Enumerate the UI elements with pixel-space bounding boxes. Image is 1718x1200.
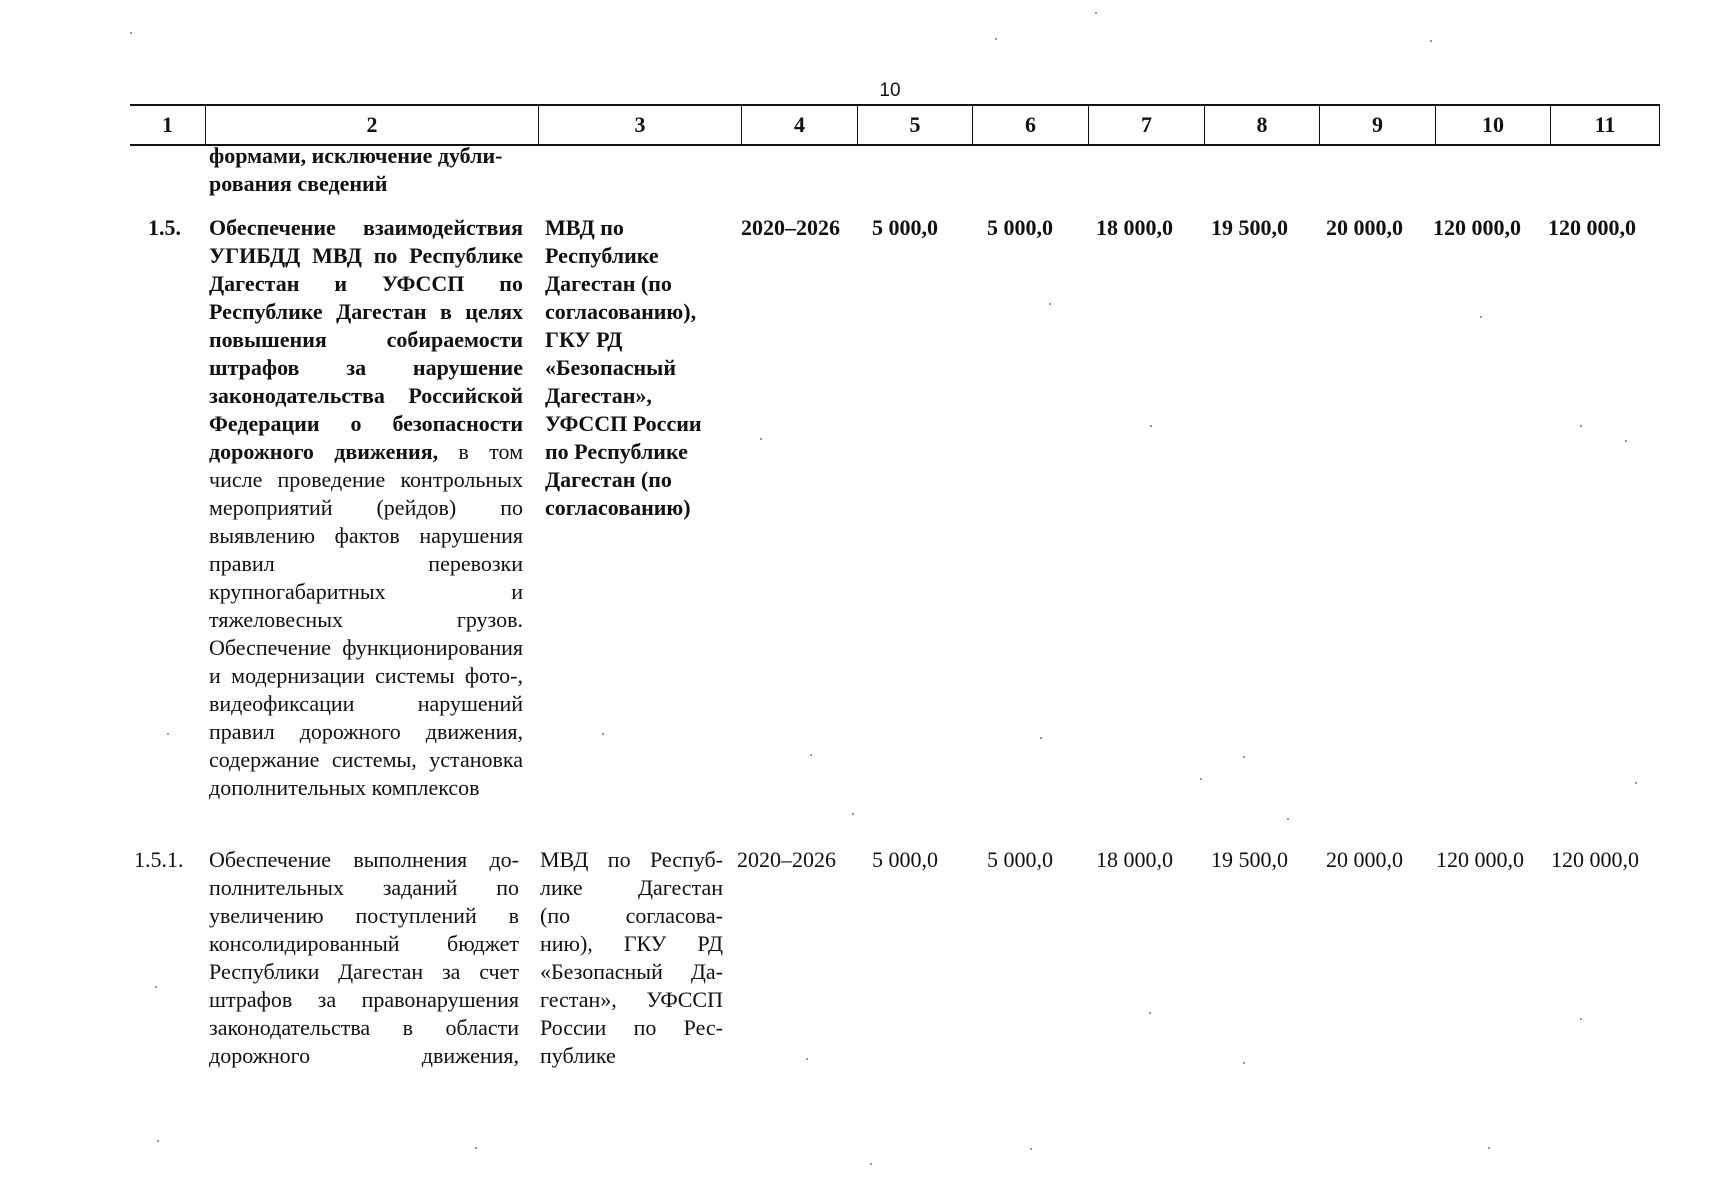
scan-speck	[1243, 1062, 1245, 1064]
column-header-4: 4	[741, 106, 857, 144]
column-header-9: 9	[1319, 106, 1435, 144]
scan-speck	[1625, 440, 1627, 442]
executor-line: «Безопасный Да-	[540, 959, 723, 984]
value-col-9: 20 000,0	[1326, 847, 1403, 872]
scan-speck	[1287, 818, 1289, 820]
row-number: 1.5.1.	[134, 847, 184, 872]
executor-line: лике Дагестан	[540, 875, 723, 900]
executor-line: МВД по Респуб-	[540, 847, 723, 872]
column-header-6: 6	[972, 106, 1088, 144]
scan-speck	[155, 986, 157, 988]
scan-speck	[157, 1140, 159, 1142]
value-col-11: 120 000,0	[1551, 847, 1639, 872]
scan-speck	[1243, 756, 1245, 758]
scan-speck	[760, 438, 762, 440]
scan-speck	[167, 733, 169, 735]
scan-speck	[1580, 1018, 1582, 1020]
scan-speck	[1149, 1012, 1151, 1014]
value-col-9: 20 000,0	[1326, 215, 1403, 240]
value-col-5: 5 000,0	[872, 847, 938, 872]
value-col-6: 5 000,0	[987, 847, 1053, 872]
value-col-5: 5 000,0	[872, 215, 938, 240]
continuation-text	[209, 142, 529, 198]
value-col-8: 19 500,0	[1211, 215, 1288, 240]
description-line: консолидированный бюджет	[209, 931, 519, 956]
executor-line: России по Рес-	[540, 1015, 723, 1040]
scan-speck	[810, 754, 812, 756]
value-col-7: 18 000,0	[1096, 215, 1173, 240]
page-number: 10	[879, 80, 901, 101]
executor-line: нию), ГКУ РД	[540, 931, 723, 956]
executor-line: гестан», УФССП	[540, 987, 723, 1012]
description-bold-part: Обеспечение взаимодействия УГИБДД МВД по Республике Дагестан и УФССП по Республике Дагестан в целях повышения собираемости штрафов за нарушение законодательства Российской Федерации о безопасности дорожного движения,	[209, 215, 523, 464]
scan-speck	[1095, 12, 1097, 14]
scan-speck	[1580, 425, 1582, 427]
row-executor: МВД по Республике Дагестан (по согласованию), ГКУ РД «Безопасный Дагестан», УФССП России по Республике Дагестан (по согласованию)	[545, 215, 702, 520]
executor-line: (по согласова-	[540, 903, 723, 928]
row-period: 2020–2026	[737, 847, 836, 872]
description-line: дорожного движения,	[209, 1043, 519, 1068]
value-col-7: 18 000,0	[1096, 847, 1173, 872]
scan-speck	[130, 32, 132, 34]
scan-speck	[1049, 303, 1051, 305]
scan-speck	[995, 38, 997, 40]
continuation-line: рования сведений	[209, 171, 388, 196]
row-number: 1.5.	[148, 215, 181, 240]
continuation-line: формами, исключение дубли-	[209, 143, 503, 168]
value-col-10: 120 000,0	[1436, 847, 1524, 872]
scan-speck	[870, 1163, 872, 1165]
executor-line: публике	[540, 1043, 616, 1068]
value-col-6: 5 000,0	[987, 215, 1053, 240]
description-line: Обеспечение выполнения до-	[209, 847, 519, 872]
scan-speck	[1040, 737, 1042, 739]
scan-speck	[1480, 316, 1482, 318]
value-col-10: 120 000,0	[1433, 215, 1521, 240]
description-line: штрафов за правонарушения	[209, 987, 519, 1012]
column-header-11: 11	[1550, 106, 1660, 144]
scan-speck	[806, 1058, 808, 1060]
table-header-row	[130, 104, 1660, 146]
column-header-7: 7	[1088, 106, 1204, 144]
scan-speck	[1030, 1148, 1032, 1150]
column-header-5: 5	[857, 106, 972, 144]
description-line: увеличению поступлений в	[209, 903, 519, 928]
value-col-8: 19 500,0	[1211, 847, 1288, 872]
scan-speck	[852, 813, 854, 815]
scan-speck	[1635, 782, 1637, 784]
row-description	[209, 846, 519, 1070]
scan-speck	[1200, 778, 1202, 780]
scan-speck	[1488, 1147, 1490, 1149]
column-header-8: 8	[1204, 106, 1319, 144]
description-line: Республики Дагестан за счет	[209, 959, 519, 984]
row-description	[209, 214, 523, 802]
column-header-2: 2	[205, 106, 538, 144]
description-line: полнительных заданий по	[209, 875, 519, 900]
description-regular-part: в том числе проведение контрольных мероприятий (рейдов) по выявлению фактов нарушения правил перевозки крупногабаритных и тяжеловесных грузов. Обеспечение функционирования и модернизации системы фото-, видеофиксации нарушений правил дорожного движения, содержание системы, установка дополнительных комплексов	[209, 439, 523, 800]
column-header-1: 1	[162, 112, 173, 137]
scan-speck	[1430, 40, 1432, 42]
row-period: 2020–2026	[741, 215, 840, 240]
scan-speck	[602, 733, 604, 735]
row-executor	[540, 846, 723, 1070]
column-header-10: 10	[1435, 106, 1550, 144]
description-line: законодательства в области	[209, 1015, 519, 1040]
column-header-3: 3	[538, 106, 741, 144]
scan-speck	[475, 1147, 477, 1149]
value-col-11: 120 000,0	[1548, 215, 1636, 240]
scan-speck	[1150, 425, 1152, 427]
